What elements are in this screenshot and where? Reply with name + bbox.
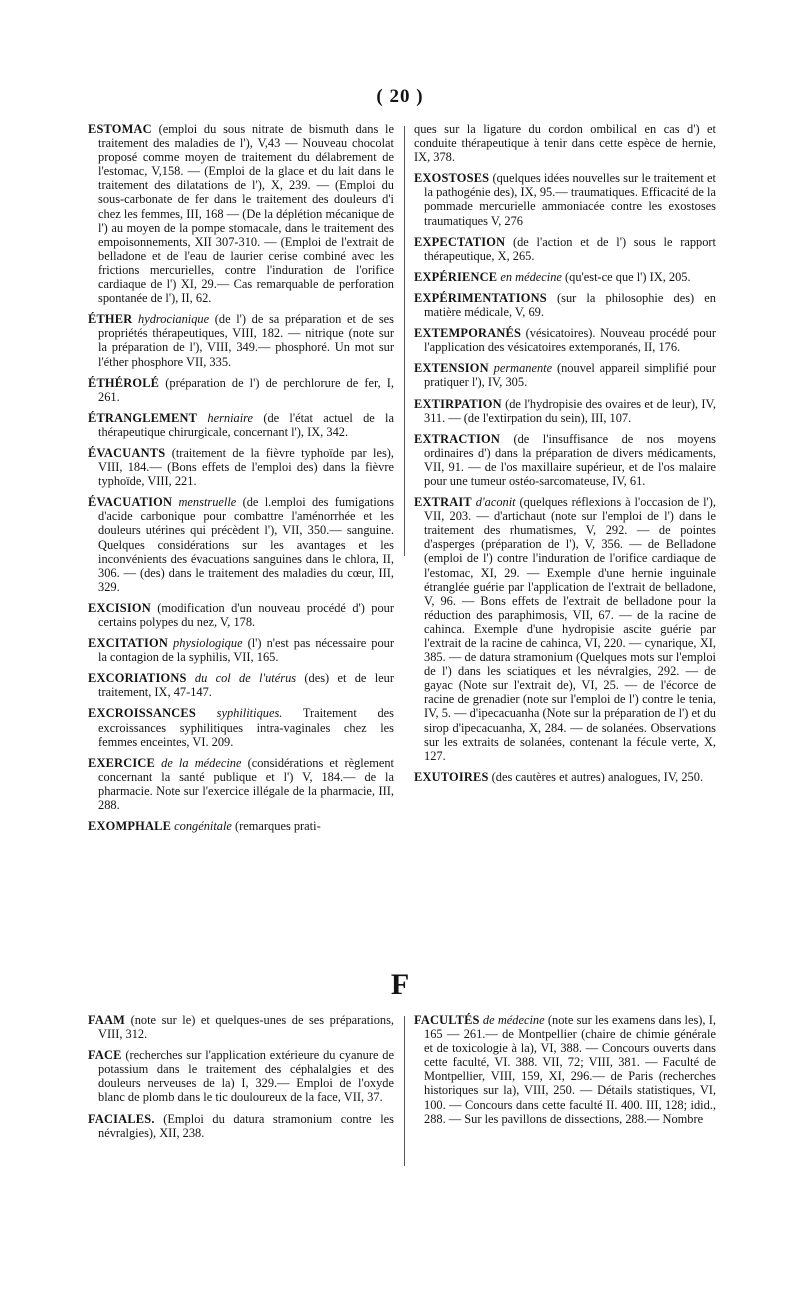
entry-headword: FAAM xyxy=(88,1013,126,1027)
index-entry xyxy=(88,122,394,305)
entry-qualifier: menstruelle xyxy=(172,495,237,510)
entry-qualifier: du col de l'utérus xyxy=(186,671,297,686)
entry-text: (quelques idées nouvelles sur le traitement et la pathogénie des), IX, 95.— traumatiques. Efficacité de la pommade mercurielle ammoniacée contre les exostoses traumatiques V, 276 xyxy=(424,171,716,228)
entry-headword: ÉTHER xyxy=(88,312,133,327)
index-entry xyxy=(88,312,394,368)
index-entry xyxy=(88,1112,394,1140)
index-entry xyxy=(88,636,394,664)
entry-qualifier: d'aconit xyxy=(471,495,516,510)
entry-headword: EXTIRPATION xyxy=(414,396,502,411)
entry-qualifier: de la médecine xyxy=(155,755,242,770)
index-entry xyxy=(414,432,716,488)
entry-qualifier: herniaire xyxy=(197,410,254,425)
index-entry xyxy=(88,756,394,812)
entry-text: (Emploi du datura stramonium contre les névralgies), XII, 238. xyxy=(98,1111,394,1140)
entry-qualifier: permanente xyxy=(488,361,553,376)
entry-headword: EXOSTOSES xyxy=(414,171,490,186)
entry-headword: ÉVACUATION xyxy=(88,495,173,510)
index-entry xyxy=(88,446,394,488)
index-entry xyxy=(414,397,716,425)
entry-text: (modification d'un nouveau procédé d') pour certains polypes du nez, V, 178. xyxy=(98,600,394,629)
entry-text: (traitement de la fièvre typhoïde par les), VIII, 184.— (Bons effets de l'emploi des) dans la fièvre typhoïde, VIII, 221. xyxy=(98,445,394,489)
page-number: ( 20 ) xyxy=(376,86,424,107)
entry-headword: EXTEMPORANÉS xyxy=(414,326,522,341)
index-entry xyxy=(88,819,394,833)
column-divider xyxy=(404,126,405,556)
entry-text: (note sur les examens dans les), I, 165 — 261.— de Montpellier (chaire de chimie générale et de toxicologie à la), VI, 388. — Concours ouverts dans cette faculté, VI. 388. VII, 72; VIII, 381. — Faculté de Montpellier, VIII, 159, XI, 296.— de Paris (recherches historiques sur la), VIII, 250. — Détails statistiques, VI, 100. — Concours dans cette faculté II. 400. III, 128; idid., 288. — Sur les pavillons de dissections, 288.— Nombre xyxy=(424,1013,717,1126)
index-entry xyxy=(414,770,716,784)
entry-text: (de l'insuffisance de nos moyens ordinaires d') dans la préparation de divers médicaments, VII, 91. — de l'os maxillaire supérieur, et de l'os malaire pour une tumeur ostéo-sarcomateuse, IV, 61. xyxy=(424,431,716,488)
section-letter: F xyxy=(390,968,410,1001)
entry-headword: EXPÉRIENCE xyxy=(414,269,498,284)
index-entry xyxy=(88,411,394,439)
entry-qualifier: hydrocianique xyxy=(132,312,210,327)
entry-text: (de l.emploi des fumigations d'acide carbonique pour combattre l'aménorrhée et les douleurs utérines qui précèdent l'), VII, 350.— sanguine. Quelques considérations sur les avantages et les inconvénients des évacuations sanguines dans le chlora, II, 306. — (des) dans le traitement des maladies du cœur, III, 329. xyxy=(98,495,394,594)
index-entry xyxy=(88,376,394,404)
index-entry xyxy=(88,706,394,748)
index-column-left-f xyxy=(88,1013,394,1147)
entry-text: (préparation de l') de perchlorure de fer, I, 261. xyxy=(98,375,394,404)
entry-text: (de l'action et de l') sous le rapport thérapeutique, X, 265. xyxy=(424,234,716,263)
index-entry xyxy=(414,291,716,319)
entry-headword: EXCISION xyxy=(88,600,151,615)
entry-text: (nouvel appareil simplifié pour pratiquer l'), IV, 305. xyxy=(424,361,717,390)
entry-headword: FACIALES. xyxy=(88,1111,155,1126)
entry-text: (emploi du sous nitrate de bismuth dans le traitement des maladies de l'), V,43 — Nouveau chocolat proposé comme moyen de traitement du délabrement de l'estomac, V,158. — (Emploi de la glace et du lait dans le traitement des dilatations de l'), X, 239. — (Emploi du sous-carbonate de fer dans le traitement des douleurs d'i chez les femmes, III, 168 — (De la déplétion mécanique de l') au moyen de la pompe stomacale, dans le traitement des empoisonnements, XII 307-310. — (Emploi de l'extrait de belladone et de l'eau de laurier cerise combiné avec les frictions mercurielles, contre l'induration de l'orifice cardiaque de l') XI, 29.— Cas remarquable de perforation spontanée de l'), II, 62. xyxy=(98,122,394,306)
entry-text: (l') n'est pas nécessaire pour la contagion de la syphilis, VII, 165. xyxy=(98,636,394,665)
index-entry xyxy=(88,1013,394,1041)
entry-text: (des cautères et autres) analogues, IV, 250. xyxy=(488,769,704,784)
index-entry xyxy=(414,270,716,284)
entry-headword: FACE xyxy=(88,1048,122,1063)
entry-headword: EXERCICE xyxy=(88,755,156,770)
entry-text: (des) et de leur traitement, IX, 47-147. xyxy=(98,671,394,700)
index-entry xyxy=(414,1013,716,1126)
entry-headword: ÉTRANGLEMENT xyxy=(88,410,198,425)
entry-headword: FACULTÉS xyxy=(414,1013,480,1027)
index-column-right-f xyxy=(414,1013,716,1133)
entry-text: (de l') de sa préparation et de ses propriétés thérapeutiques, VIII, 182. — nitrique (note sur la préparation de l'), VIII, 349.— phosphoré. Un mot sur l'éther phosphore VII, 335. xyxy=(98,312,394,369)
entry-headword: ESTOMAC xyxy=(88,122,152,136)
index-entry xyxy=(414,122,716,164)
index-column-right xyxy=(414,122,716,791)
entry-qualifier: en médecine xyxy=(497,269,562,284)
entry-text: (sur la philosophie des) en matière médicale, V, 69. xyxy=(424,290,716,320)
entry-headword: EXCITATION xyxy=(88,636,169,651)
index-entry xyxy=(414,171,716,227)
entry-headword: EXOMPHALE xyxy=(88,819,172,834)
index-entry xyxy=(88,671,394,699)
index-entry xyxy=(88,1048,394,1104)
entry-headword: EXTENSION xyxy=(414,361,489,376)
index-entry xyxy=(414,326,716,354)
entry-text: (qu'est-ce que l') IX, 205. xyxy=(561,269,691,284)
column-divider xyxy=(404,1016,405,1166)
entry-qualifier: syphilitiques. xyxy=(195,706,283,721)
index-entry xyxy=(88,495,394,594)
entry-text: (considérations et règlement concernant la santé publique et l') V, 184.— de la pharmacie. Note sur l'exercice illégale de la pharmacie, III, 288. xyxy=(98,755,394,813)
entry-headword: EXCORIATIONS xyxy=(88,671,187,686)
index-column-left xyxy=(88,122,394,840)
entry-qualifier: de médecine xyxy=(479,1013,545,1027)
entry-text: ques sur la ligature du cordon ombilical en cas d') et conduite thérapeutique à tenir dans cette espèce de hernie, IX, 378. xyxy=(414,122,716,165)
index-entry xyxy=(414,235,716,263)
entry-text: Traitement des excroissances syphilitiques intra-vaginales chez les femmes enceintes, VI. 209. xyxy=(98,706,394,749)
entry-headword: EXCROISSANCES xyxy=(88,706,196,721)
entry-headword: ÉVACUANTS xyxy=(88,445,166,460)
entry-text: (recherches sur l'application extérieure du cyanure de potassium dans le traitement des céphalalgies et des douleurs nerveuses de la) I, 329.— Emploi de l'oxyde blanc de plomb dans le tic douloureux de la face, VII, 37. xyxy=(98,1048,394,1105)
entry-text: (de l'état actuel de la thérapeutique chirurgicale, concernant l'), IX, 342. xyxy=(98,410,394,439)
entry-text: (remarques prati- xyxy=(231,819,321,834)
entry-headword: EXTRAIT xyxy=(414,495,472,510)
entry-text: (vésicatoires). Nouveau procédé pour l'application des vésicatoires extemporanés, II, 176. xyxy=(424,326,716,355)
entry-headword: EXPÉRIMENTATIONS xyxy=(414,290,547,305)
index-entry xyxy=(414,361,716,389)
entry-text: (note sur le) et quelques-unes de ses préparations, VIII, 312. xyxy=(98,1013,394,1042)
index-entry xyxy=(414,495,716,763)
entry-headword: ÉTHÉROLÉ xyxy=(88,375,160,390)
entry-headword: EXTRACTION xyxy=(414,431,500,446)
entry-text: (quelques réflexions à l'occasion de l'), VII, 203. — d'artichaut (note sur l'emploi de l') dans le traitement des rhumatismes, V, 292. — de pointes d'asperges (préparation de l'), V, 356. — de Belladone (emploi de l') contre l'induration de l'orifice cardiaque de l'estomac, XI, 29. — Exemple d'une hernie inguinale étranglée guérie par l'application de l'extrait de belladone, V, 96. — Bons effets de l'extrait de belladone pour la réduction des paraphimosis, VII, 67. — de la racine de cahinca. Exemple d'une hydropisie ascite guérie par l'extrait de la racine de cahinca, VI, 220. — cynarique, XI, 385. — de datura stramonium (Quelques mots sur l'emploi de l') dans les sciatiques et les névralgies, 292. — de gayac (Note sur l'extrait de), VI, 25. — de l'écorce de racine de grenadier (note sur l'emploi de l') contre le tenia, IV, 5. — d'ipecacuanha (Note sur la préparation de l') et du sirop d'ipecacuanha, X, 284. — de solanées. Observations sur les extraits de solanées, contenant la fécule verte, X, 127. xyxy=(424,495,716,763)
index-entry xyxy=(88,601,394,629)
entry-headword: EXUTOIRES xyxy=(414,769,489,784)
entry-qualifier: congénitale xyxy=(171,819,232,834)
entry-qualifier: physiologique xyxy=(168,636,243,651)
entry-headword: EXPECTATION xyxy=(414,234,506,249)
entry-text: (de l'hydropisie des ovaires et de leur), IV, 311. — (de l'extirpation du sein), III, 107. xyxy=(424,396,716,425)
